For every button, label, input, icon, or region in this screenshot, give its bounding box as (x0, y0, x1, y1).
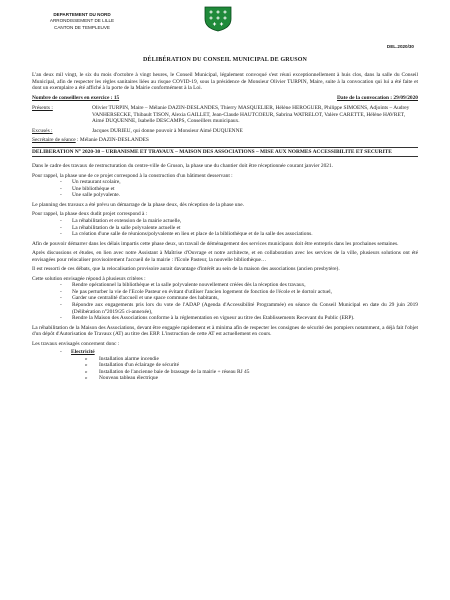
department-line: DEPARTEMENT DU NORD (53, 12, 111, 17)
excuses-label: Excusés : (32, 127, 53, 134)
document-body (32, 72, 418, 385)
document-title: DÉLIBÉRATION DU CONSEIL MUNICIPAL DE GRUSON (142, 57, 308, 63)
list-item: - Un restaurant scolaire, (32, 179, 418, 186)
deliberation-reference: DEL.2020/30 (386, 44, 414, 49)
list-item: o Nouveau tableau électrique (71, 375, 418, 382)
list-item: o Installation d'un éclairage de sécurité (71, 362, 418, 369)
works-sublist (71, 356, 418, 382)
paragraph-5: Afin de pouvoir démarrer dans les délais impartis cette phase deux, un travail de déménagement des services municipaux doit être entrepris dans les prochaines semaines. (32, 240, 399, 247)
arrondissement-line: ARRONDISSEMENT DE LILLE (49, 18, 115, 24)
paragraph-3: Le planning des travaux a été prévu un démarrage de la phase deux, dès réception de la phase une. (32, 201, 244, 208)
convocation-date: Date de la convocation : 29/09/2020 (336, 94, 418, 101)
works-category (60, 349, 418, 382)
meeting-meta (32, 95, 418, 102)
paragraph-2: Pour rappel, la phase une de ce projet correspond à la construction d'un bâtiment desservant : (32, 172, 233, 179)
list-item: o Installation de l'ancienne baie de brassage de la mairie + réseau RJ 45 (71, 369, 418, 376)
presents-label: Présents : (32, 105, 53, 112)
phase-one-list (32, 179, 418, 199)
paragraph-9: La réhabilitation de la Maison des Associations, devant être engagée rapidement et à minima afin de respecter les consignes de sécurité des pompiers notamment, a déjà fait l'objet d'un dépôt d'Autorisation de Travaux (AT) au titre des ERP. L'instruction de cette AT est actuellement en cours. (32, 324, 418, 338)
presents-list: Olivier TURPIN, Maire – Mélanie DAZIN-DESLANDES, Thierry MASQUELIER, Hélène HEROGUER, Philippe SIMOENS, Adjoints – Audrey VANHERSECKE, Thibault TISON, Alexia GAILLET, Jean-Claude HAUTCOEUR, Sabrina WATRELOT, Valère CARETTE, Hélène HAVRET, Aimé DUQUENNE, Isabelle DESCAMPS, Conseillers municipaux. (92, 105, 410, 125)
town-crest-logo (203, 6, 233, 32)
criteria-list (32, 282, 418, 321)
excuses-text: Jacques DURIEU, qui donne pouvoir à Monsieur Aimé DUQUENNE (92, 127, 243, 134)
councillor-count: Nombre de conseillers en exercice : 15 (32, 94, 120, 101)
secretary-line: Secrétaire de séance : Mélanie DAZIN-DESLANDES (32, 137, 149, 144)
list-item: o Installation alarme incendie (71, 356, 418, 363)
works-heading: Electricité (71, 349, 95, 356)
deliberation-section-title: DELIBERATION N° 2020-30 – URBANISME ET TRAVAUX – MAISON DES ASSOCIATIONS – MISE AUX NORMES ACCESSIBILITE ET SECURITE (32, 147, 418, 157)
list-item: - La création d'une salle de réunions/polyvalente en lieu et place de la bibliothèque et de la salle des associations. (32, 231, 418, 238)
canton-line: CANTON DE TEMPLEUVE (54, 24, 110, 30)
paragraph-1: Dans le cadre des travaux de restructuration du centre-ville de Gruson, la phase une du chantier doit être réceptionnée courant janvier 2021. (32, 163, 334, 170)
presents-block (32, 105, 418, 125)
list-item: - Ne pas perturber la vie de l'Ecole Pasteur en évitant d'utiliser l'ancien logement de fonction de l'école et le dortoir actuel, (32, 289, 418, 296)
list-item: - La réhabilitation et extension de la mairie actuelle, (32, 218, 418, 225)
list-item: - Rendre opérationnel la bibliothèque et la salle polyvalente nouvellement créées dès la réception des travaux, (32, 282, 418, 289)
list-item: - Rendre la Maison des Associations conforme à la réglementation en vigueur au titre des Etablissements Recevant du Public (ERP). (32, 315, 418, 322)
paragraph-6: Après discussions et études, en lien avec notre Assistant à Maîtrise d'Ouvrage et notre architecte, et en collaboration avec les services de la ville, plusieurs solutions ont été envisagées pour relocaliser provisoirement l'accueil de la mairie : l'Ecole Pasteur, la nouvelle bibliothèque… (32, 250, 418, 263)
list-item: - Répondre aux engagements pris lors du vote de l'ADAP (Agenda d'Accessibilité Programmée) en séance du Conseil Municipal en date du 29 juin 2019 (Délibération n°2019/25 ci-annexée), (32, 302, 418, 315)
paragraph-4: Pour rappel, la phase deux dudit projet correspond à : (32, 211, 148, 218)
list-item: - La réhabilitation de la salle polyvalente actuelle et (32, 225, 418, 232)
excuses-block (32, 128, 418, 135)
intro-paragraph: L'an deux mil vingt, le six du mois d'octobre à vingt heures, le Conseil Municipal, légalement convoqué s'est réuni exceptionnellement à huis clos, dans la salle du Conseil Municipal, afin de respecter les règles sanitaires liées au risque COVID-19, sous la présidence de Monsieur Olivier TURPIN, Maire, suite à la convocation qui lui a été faite et dont un exemplaire a été affiché à la porte de la Mairie conformément à la Loi. (32, 72, 418, 92)
paragraph-8: Cette solution envisagée répond à plusieurs critères : (32, 275, 146, 282)
list-item: - Une bibliothèque et (32, 186, 418, 193)
list-item: - Garder une centralité d'accueil et une space commune des habitants, (32, 295, 418, 302)
phase-two-list (32, 218, 418, 238)
paragraph-7: Il est ressorti de ces débats, que la relocalisation provisoire aurait davantage d'intérêt au sein de la maison des associations (ancien presbytère). (32, 266, 340, 273)
administrative-header (28, 12, 136, 31)
paragraph-10: Les travaux envisagés concernent donc : (32, 340, 120, 347)
list-item: - Une salle polyvalente. (32, 192, 418, 199)
works-list (32, 349, 418, 382)
